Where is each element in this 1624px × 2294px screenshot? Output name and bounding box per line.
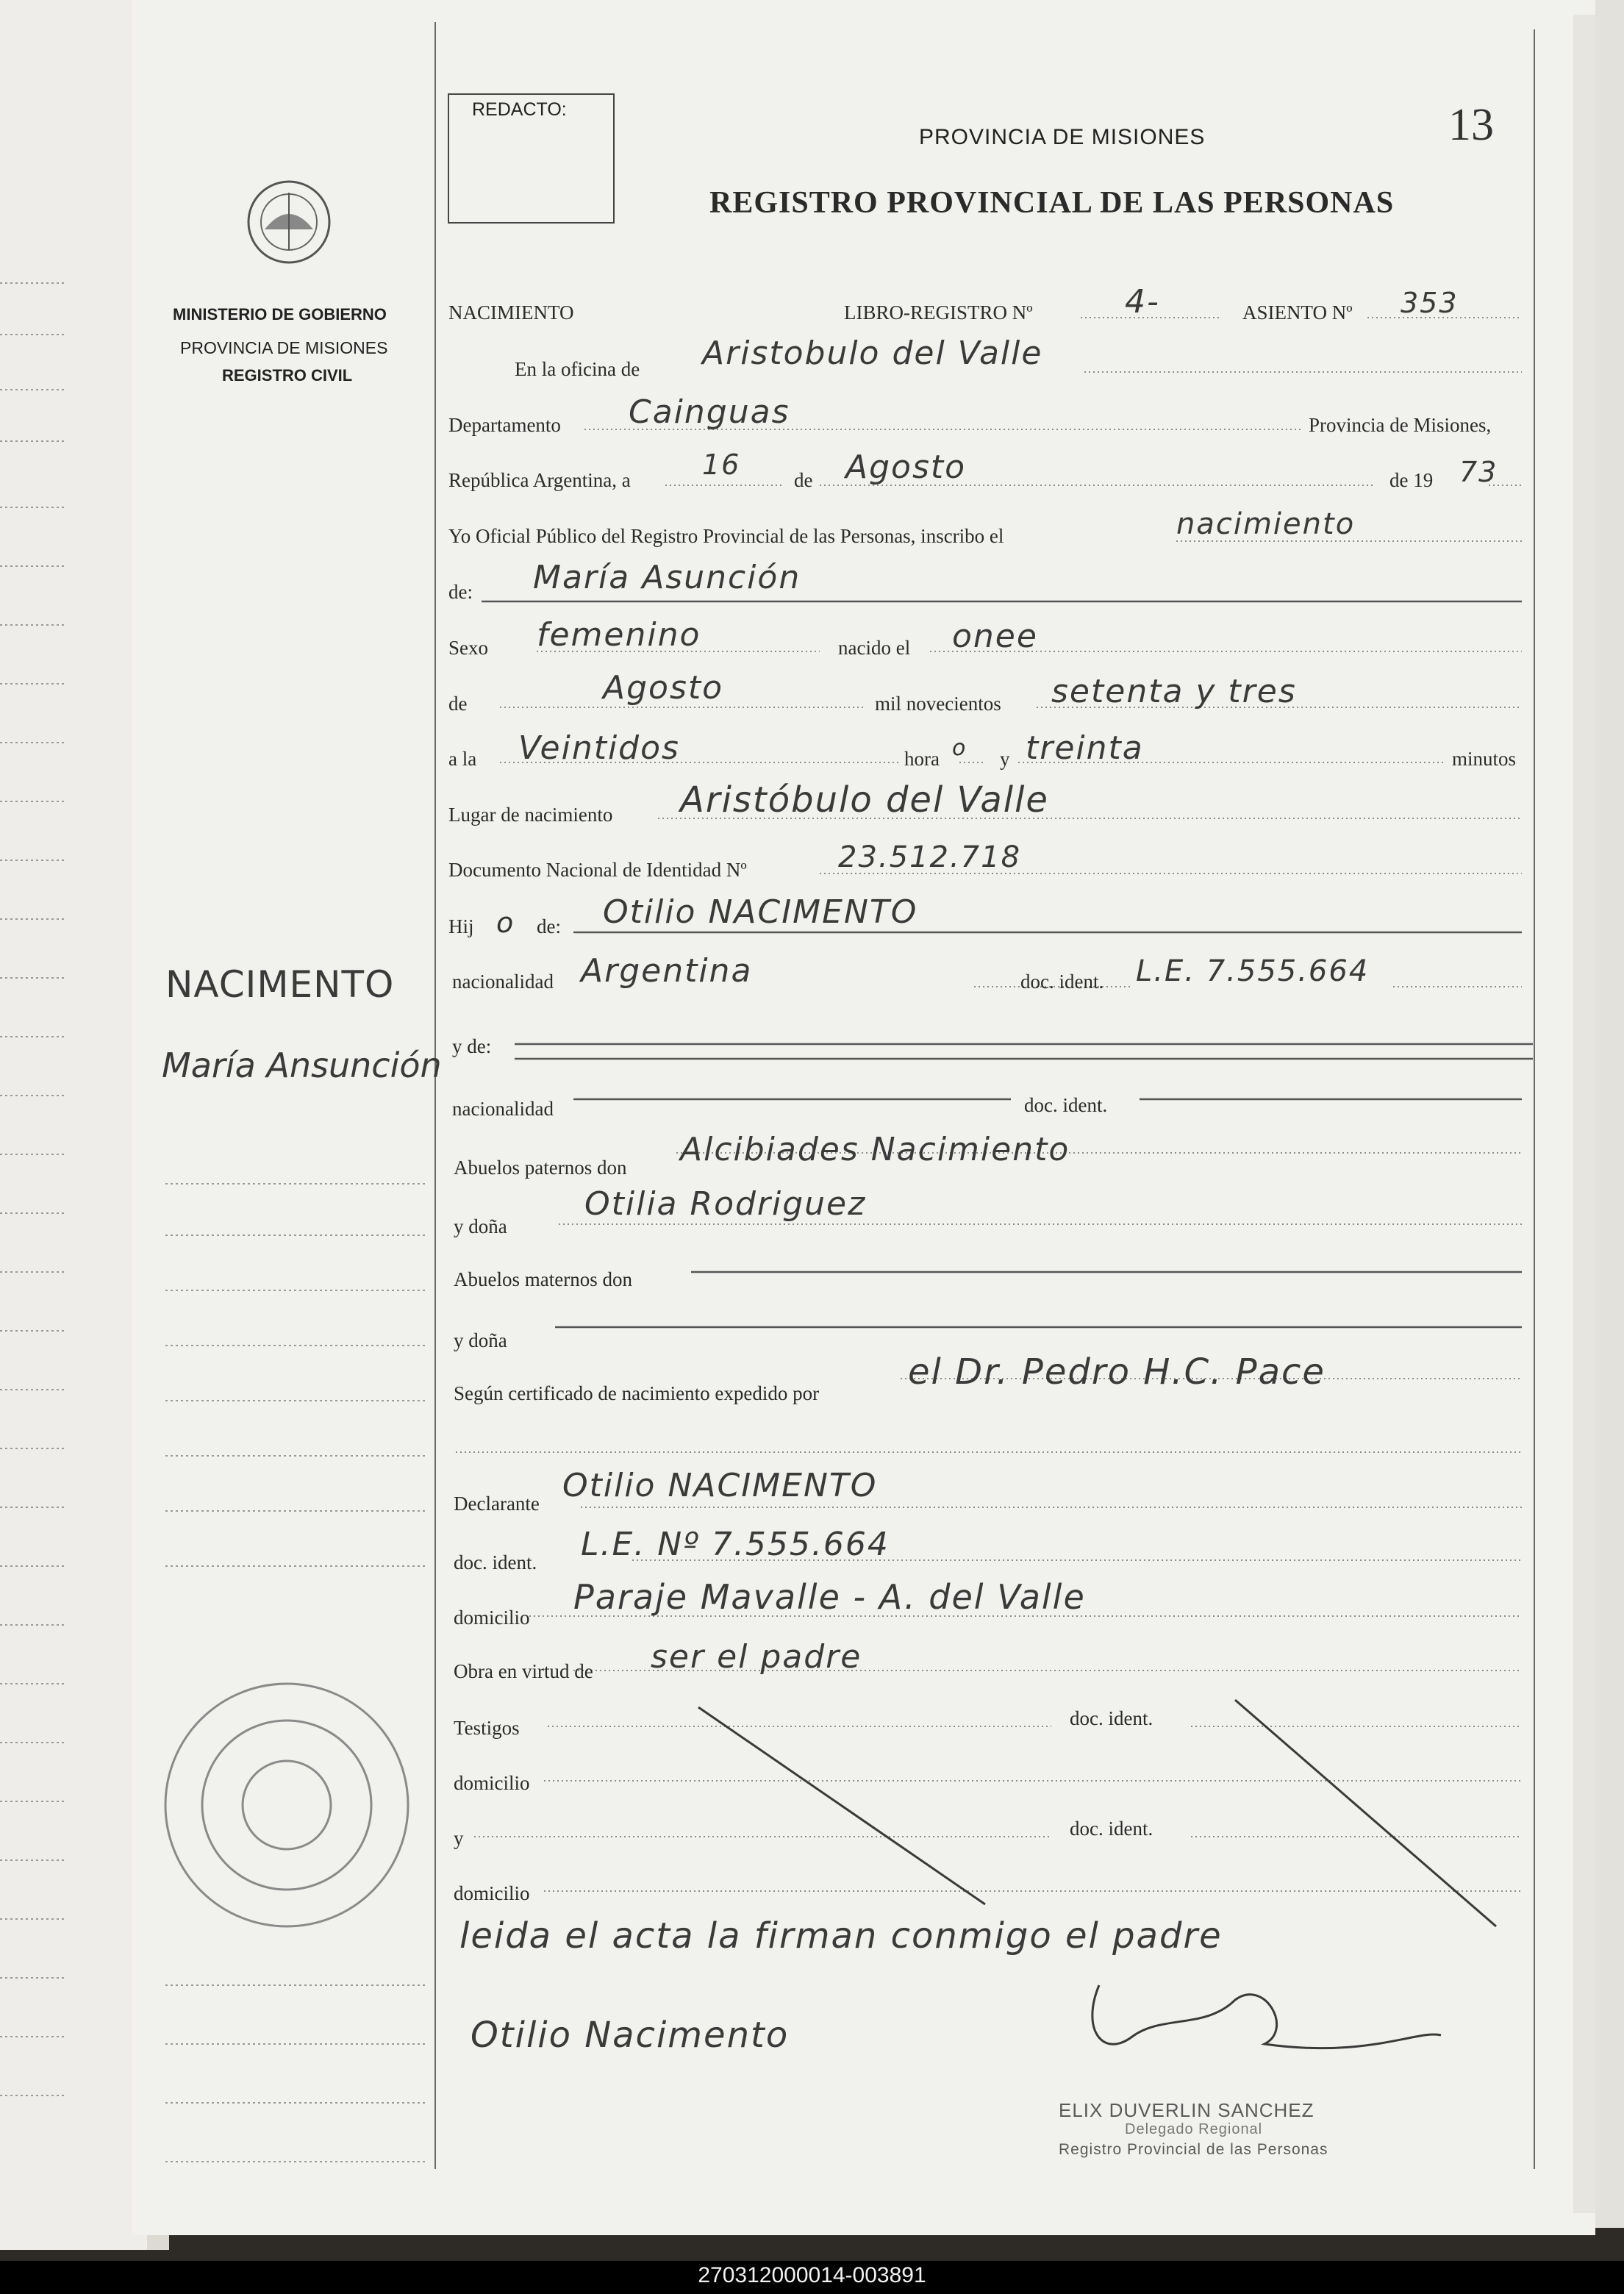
value-padre: Otilio NACIMENTO (603, 893, 918, 931)
value-abuelo-paterno: Alcibiades Nacimiento (680, 1131, 1070, 1168)
label-y-de: y de: (452, 1035, 492, 1057)
label-nacionalidad-padre: nacionalidad (452, 971, 554, 993)
value-hij-suffix: o (496, 907, 514, 939)
label-doc-ident-padre: doc. ident. (1020, 971, 1104, 993)
closing-statement: leida el acta la firman conmigo el padre (459, 1915, 1223, 1957)
value-doc-declarante: L.E. Nº 7.555.664 (581, 1526, 890, 1563)
label-y-dona-paterna: y doña (454, 1215, 507, 1237)
coat-of-arms-icon (248, 182, 329, 262)
label-domicilio-testigo1: domicilio (454, 1772, 530, 1794)
ministry-label: MINISTERIO DE GOBIERNO (173, 305, 387, 324)
label-nacido-el: nacido el (838, 637, 911, 659)
label-doc-ident-declarante: doc. ident. (454, 1551, 537, 1573)
label-minutos: minutos (1452, 748, 1517, 770)
label-de-padre: de: (537, 915, 561, 937)
value-dia: 16 (702, 449, 741, 481)
value-anio: 73 (1459, 456, 1498, 488)
value-nacido-el: onee (952, 618, 1038, 655)
label-hij: Hij (448, 915, 474, 937)
label-testigos: Testigos (454, 1717, 520, 1739)
value-asiento: 353 (1401, 287, 1459, 319)
label-y: y (1000, 748, 1010, 770)
value-libro: 4- (1125, 283, 1160, 321)
value-lugar: Aristóbulo del Valle (680, 779, 1049, 821)
value-dni: 23.512.718 (838, 840, 1022, 874)
province-heading: PROVINCIA DE MISIONES (919, 125, 1206, 149)
footer-id: 270312000014-003891 (698, 2263, 926, 2287)
value-de-mes: Agosto (603, 669, 724, 707)
value-doc-padre: L.E. 7.555.664 (1136, 954, 1370, 988)
value-inscribo: nacimiento (1176, 507, 1356, 541)
label-nacimiento: NACIMIENTO (448, 301, 574, 324)
label-obra: Obra en virtud de (454, 1660, 593, 1682)
value-sexo: femenino (537, 616, 701, 654)
label-dni: Documento Nacional de Identidad Nº (448, 859, 747, 881)
label-mil-novecientos: mil novecientos (875, 693, 1001, 715)
label-domicilio: domicilio (454, 1607, 530, 1629)
label-y-dona-materna: y doña (454, 1329, 507, 1351)
value-mes: Agosto (845, 449, 967, 486)
label-doc-ident-madre: doc. ident. (1024, 1094, 1108, 1116)
label-a-la: a la (448, 748, 477, 770)
margin-given-name: María Ansunción (162, 1046, 442, 1085)
label-libro: LIBRO-REGISTRO Nº (844, 301, 1033, 324)
stamp-registrar-name: ELIX DUVERLIN SANCHEZ (1059, 2099, 1314, 2121)
value-a-la: Veintidos (518, 729, 680, 767)
label-departamento: Departamento (448, 414, 561, 436)
redacto-label: REDACTO: (472, 99, 567, 120)
value-anio-letras: setenta y tres (1051, 673, 1297, 710)
value-oficina: Aristobulo del Valle (702, 335, 1043, 372)
label-provincia-de-misiones: Provincia de Misiones, (1309, 414, 1492, 436)
label-nacionalidad-madre: nacionalidad (452, 1098, 554, 1120)
page-number: 13 (1448, 100, 1494, 150)
value-obra: ser el padre (651, 1638, 862, 1676)
value-minutos: treinta (1026, 729, 1144, 767)
value-hora-y: o (952, 735, 966, 761)
side-province-label: PROVINCIA DE MISIONES (180, 338, 388, 357)
label-de: de (794, 469, 813, 491)
label-doc-ident-testigo2: doc. ident. (1070, 1818, 1153, 1840)
label-oficina: En la oficina de (515, 358, 640, 380)
label-doc-ident-testigo1: doc. ident. (1070, 1707, 1153, 1729)
label-lugar: Lugar de nacimiento (448, 804, 613, 826)
label-sexo: Sexo (448, 637, 488, 659)
stamp-registrar-role: Delegado Regional (1125, 2121, 1263, 2137)
margin-surname: NACIMENTO (165, 963, 395, 1006)
value-domicilio: Paraje Mavalle - A. del Valle (573, 1577, 1086, 1617)
page-title: REGISTRO PROVINCIAL DE LAS PERSONAS (709, 186, 1395, 220)
label-de-nombre: de: (448, 581, 473, 603)
label-de-mes: de (448, 693, 468, 715)
label-abuelos-paternos: Abuelos paternos don (454, 1157, 627, 1179)
label-republica: República Argentina, a (448, 469, 631, 491)
registry-label: REGISTRO CIVIL (222, 366, 353, 385)
label-y-testigo: y (454, 1827, 464, 1849)
value-nacionalidad-padre: Argentina (581, 952, 753, 990)
value-declarante: Otilio NACIMENTO (562, 1467, 878, 1504)
label-de-19: de 19 (1389, 469, 1434, 491)
label-hora: hora (904, 748, 940, 770)
label-domicilio-testigo2: domicilio (454, 1882, 530, 1904)
value-abuela-paterna: Otilia Rodriguez (584, 1185, 867, 1223)
label-declarante: Declarante (454, 1493, 540, 1515)
label-abuelos-maternos: Abuelos maternos don (454, 1268, 632, 1290)
father-signature: Otilio Nacimento (471, 2015, 790, 2056)
label-yo-oficial: Yo Oficial Público del Registro Provincial de las Personas, inscribo el (448, 525, 1004, 547)
stamp-registrar-org: Registro Provincial de las Personas (1059, 2141, 1328, 2158)
label-asiento: ASIENTO Nº (1242, 301, 1353, 324)
value-expedido-por: el Dr. Pedro H.C. Pace (908, 1351, 1326, 1393)
label-segun: Según certificado de nacimiento expedido por (454, 1382, 820, 1404)
value-departamento: Cainguas (629, 393, 790, 431)
value-nombre: María Asunción (533, 559, 801, 596)
